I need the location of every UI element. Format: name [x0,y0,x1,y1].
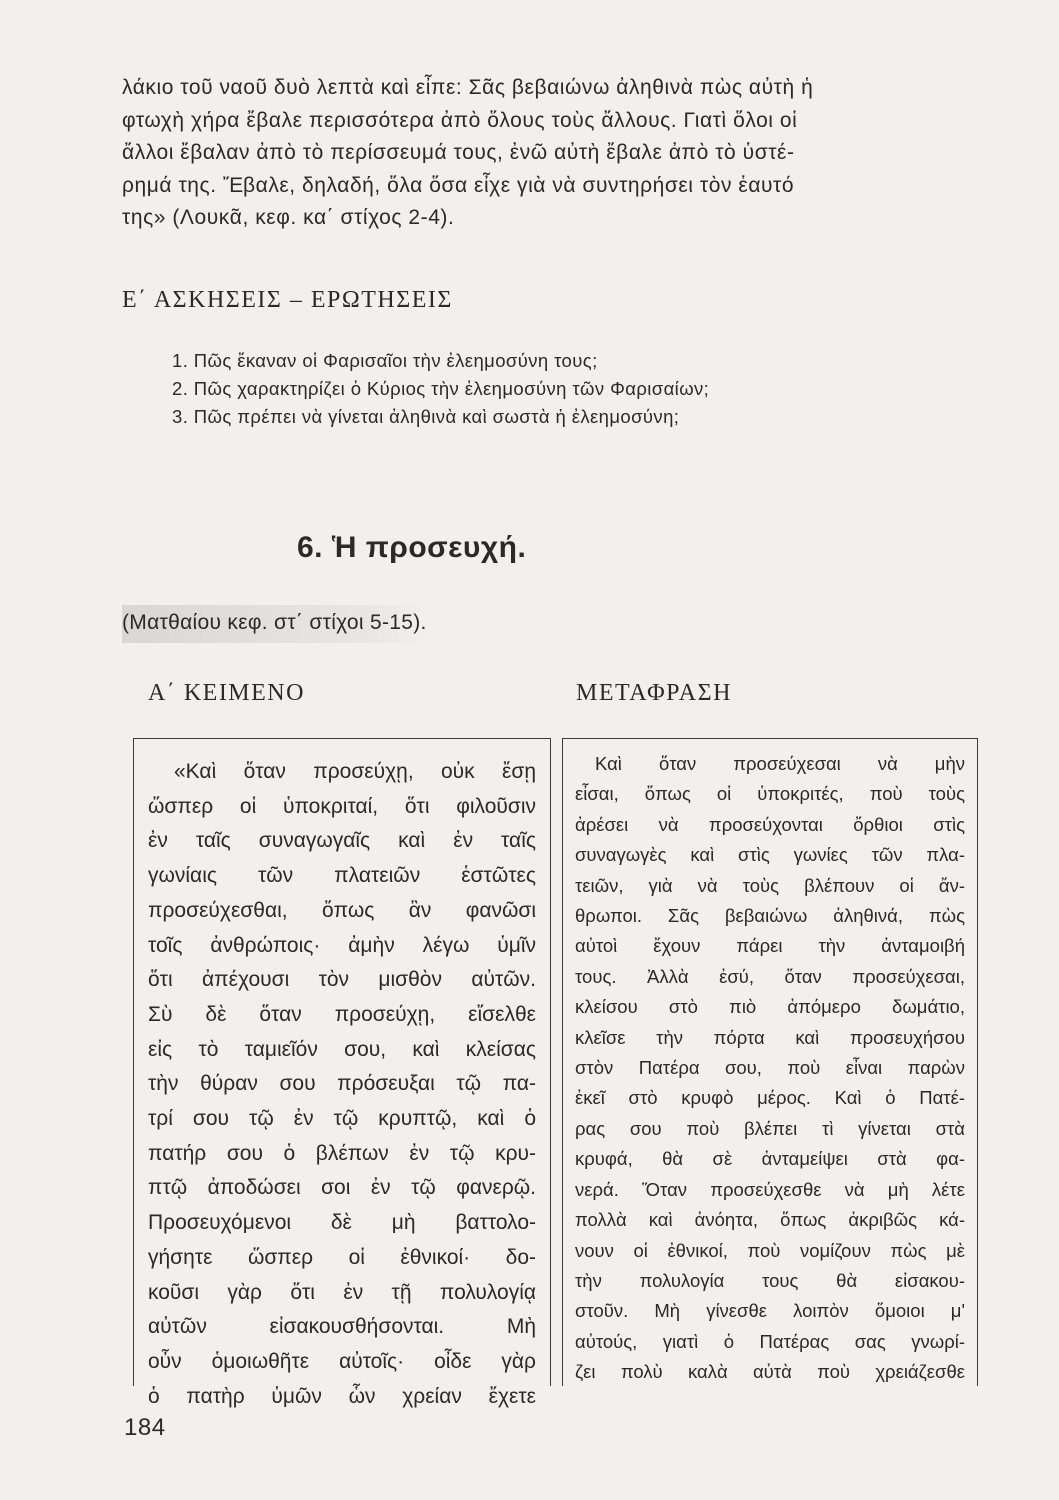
original-text-line: τοῖς ἀνθρώποις· ἀμὴν λέγω ὑμῖν [148,933,536,957]
original-text-line: ἐν ταῖς συναγωγαῖς καὶ ἐν ταῖς [148,829,536,853]
original-text-line: εἰς τὸ ταμιεῖόν σου, καὶ κλείσας [148,1037,536,1061]
original-text-line: «Καὶ ὅταν προσεύχῃ, οὐκ ἔσῃ [174,760,536,783]
original-text-line: προσεύχεσθαι, ὅπως ἂν φανῶσι [148,898,536,922]
translation-line: νερά. Ὅταν προσεύχεσθε νὰ μὴ λέτε [575,1178,965,1200]
translation-line: κρυφά, θὰ σὲ ἀνταμείψει στὰ φα- [575,1148,965,1170]
section-title: 6. Ἡ προσευχή. [297,531,527,564]
page-number: 184 [124,1414,166,1441]
translation-box [562,738,978,1386]
translation-line: τειῶν, γιὰ νὰ τοὺς βλέπουν οἱ ἄν- [575,874,965,896]
original-text-line: πατήρ σου ὁ βλέπων ἐν τῷ κρυ- [148,1141,536,1165]
question-item: 2. Πῶς χαρακτηρίζει ὁ Κύριος τὴν ἐλεημοσύνη τῶν Φαρισαίων; [172,378,710,399]
original-text-line: τρί σου τῷ ἐν τῷ κρυπτῷ, καὶ ὁ [148,1107,536,1131]
intro-line: της» (Λουκᾶ, κεφ. κα΄ στίχος 2-4). [122,206,455,229]
intro-line: ἄλλοι ἔβαλαν ἀπὸ τὸ περίσσευμά τους, ἐνῶ αὐτὴ ἔβαλε ἀπὸ τὸ ὑστέ- [122,141,795,164]
original-text-line: Σὺ δὲ ὅταν προσεύχῃ, εἴσελθε [148,1002,536,1026]
translation-line: πολλὰ καὶ ἀνόητα, ὅπως ἀκριβῶς κά- [575,1209,965,1231]
translation-line: αὐτοὶ ἔχουν πάρει τὴν ἀνταμοιβή [575,935,965,957]
question-item: 3. Πῶς πρέπει νὰ γίνεται ἀληθινὰ καὶ σωστὰ ἡ ἐλεημοσύνη; [172,406,680,427]
translation-line: ἀρέσει νὰ προσεύχονται ὄρθιοι στὶς [575,813,965,835]
original-text-line: οὖν ὁμοιωθῆτε αὐτοῖς· οἶδε γὰρ [148,1349,536,1373]
translation-line: κλείσου στὸ πιὸ ἀπόμερο δωμάτιο, [575,996,965,1018]
translation-line: ζει πολὺ καλὰ αὐτὰ ποὺ χρειάζεσθε [575,1361,965,1383]
original-text-line: κοῦσι γὰρ ὅτι ἐν τῇ πολυλογίᾳ [148,1280,536,1304]
translation-heading: ΜΕΤΑΦΡΑΣΗ [576,680,732,706]
original-text-line: τὴν θύραν σου πρόσευξαι τῷ πα- [148,1072,536,1096]
questions-list [172,347,709,431]
original-text-line: ὁ πατὴρ ὑμῶν ὧν χρείαν ἔχετε [148,1384,536,1408]
translation-line: θρωποι. Σᾶς βεβαιώνω ἀληθινά, πὼς [575,905,965,927]
translation-line: τὴν πολυλογία τους θὰ εἰσακου- [575,1269,965,1291]
original-text-line: αὐτῶν εἰσακουσθήσονται. Μὴ [148,1315,536,1339]
translation-line: ρας σου ποὺ βλέπει τὶ γίνεται στὰ [575,1117,965,1139]
original-text-line: ὅτι ἀπέχουσι τὸν μισθὸν αὐτῶν. [148,968,536,992]
section-reference: (Ματθαίου κεφ. στ΄ στίχοι 5-15). [122,605,427,643]
intro-line: ρημά της. Ἔβαλε, δηλαδή, ὅλα ὅσα εἶχε γιὰ νὰ συντηρήσει τὸν ἑαυτό [122,173,795,197]
translation-line: στοῦν. Μὴ γίνεσθε λοιπὸν ὅμοιοι μ' [575,1300,965,1322]
original-text-line: Προσευχόμενοι δὲ μὴ βαττολο- [148,1211,536,1235]
translation-line: συναγωγὲς καὶ στὶς γωνίες τῶν πλα- [575,844,965,866]
intro-paragraph [122,72,967,235]
translation-line: στὸν Πατέρα σου, ποὺ εἶναι παρὼν [575,1057,965,1079]
exercises-heading: Ε΄ ΑΣΚΗΣΕΙΣ – ΕΡΩΤΗΣΕΙΣ [122,287,453,313]
translation-line: νουν οἱ ἐθνικοί, ποὺ νομίζουν πὼς μὲ [575,1239,965,1261]
translation-line: αὐτούς, γιατὶ ὁ Πατέρας σας γνωρί- [575,1330,965,1352]
translation-line: κλεῖσε τὴν πόρτα καὶ προσευχήσου [575,1026,965,1048]
original-text-line: γήσητε ὥσπερ οἱ ἐθνικοί· δο- [148,1245,536,1269]
original-text-heading: Α΄ ΚΕΙΜΕΝΟ [148,680,305,706]
translation-line: εἶσαι, ὅπως οἱ ὑποκριτές, ποὺ τοὺς [575,783,965,805]
question-item: 1. Πῶς ἔκαναν οἱ Φαρισαῖοι τὴν ἐλεημοσύνη τους; [172,350,598,371]
original-text-line: πτῷ ἀποδώσει σοι ἐν τῷ φανερῷ. [148,1176,536,1200]
intro-line: λάκιο τοῦ ναοῦ δυὸ λεπτὰ καὶ εἶπε: Σᾶς βεβαιώνω ἀληθινὰ πὼς αὐτὴ ἡ [122,76,814,99]
original-text-box [133,738,551,1408]
original-text-line: γωνίαις τῶν πλατειῶν ἑστῶτες [148,864,536,888]
translation-line: Καὶ ὅταν προσεύχεσαι νὰ μὴν [595,753,965,774]
translation-line: ἐκεῖ στὸ κρυφὸ μέρος. Καὶ ὁ Πατέ- [575,1087,965,1109]
translation-line: τους. Ἀλλὰ ἐσύ, ὅταν προσεύχεσαι, [575,965,965,987]
original-text-line: ὥσπερ οἱ ὑποκριταί, ὅτι φιλοῦσιν [148,794,536,818]
intro-line: φτωχὴ χήρα ἔβαλε περισσότερα ἀπὸ ὅλους τοὺς ἄλλους. Γιατὶ ὅλοι οἱ [122,108,798,132]
